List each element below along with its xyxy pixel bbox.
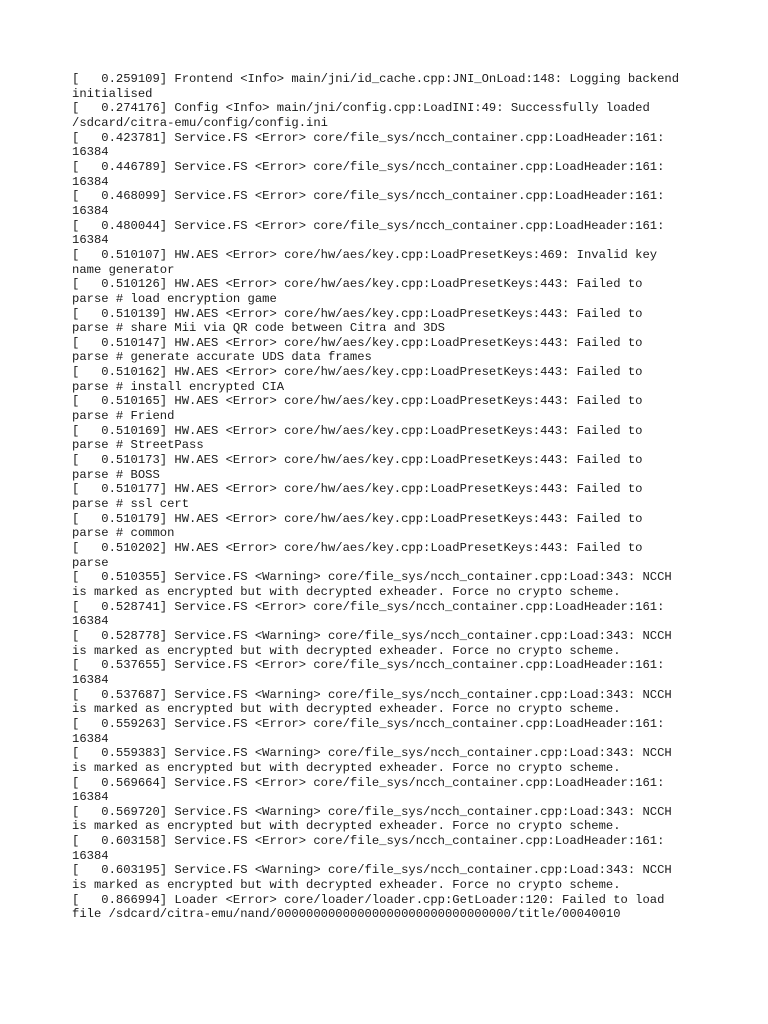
log-line: [ 0.866994] Loader <Error> core/loader/loader.cpp:GetLoader:120: Failed to load file /sdcard/citra-emu/nand/00000000000000000000000000000000/title/00040010 bbox=[72, 892, 665, 922]
log-line: [ 0.537687] Service.FS <Warning> core/file_sys/ncch_container.cpp:Load:343: NCCH is marked as encrypted but with decrypted exheader. Force no crypto scheme. bbox=[72, 687, 672, 717]
log-line: [ 0.537655] Service.FS <Error> core/file_sys/ncch_container.cpp:LoadHeader:161: 16384 bbox=[72, 658, 665, 687]
log-line: [ 0.423781] Service.FS <Error> core/file_sys/ncch_container.cpp:LoadHeader:161: 16384 bbox=[72, 130, 665, 160]
log-line: [ 0.528741] Service.FS <Error> core/file_sys/ncch_container.cpp:LoadHeader:161: 16384 bbox=[72, 599, 665, 629]
log-line: [ 0.510139] HW.AES <Error> core/hw/aes/key.cpp:LoadPresetKeys:443: Failed to parse # share Mii via QR code between Citra and 3DS bbox=[72, 306, 643, 336]
log-line: [ 0.274176] Config <Info> main/jni/config.cpp:LoadINI:49: Successfully loaded /sdcard/citra-emu/config/config.ini bbox=[72, 101, 650, 130]
log-line: [ 0.510173] HW.AES <Error> core/hw/aes/key.cpp:LoadPresetKeys:443: Failed to parse # BOSS bbox=[72, 453, 643, 482]
log-line: [ 0.510202] HW.AES <Error> core/hw/aes/key.cpp:LoadPresetKeys:443: Failed to parse bbox=[72, 541, 643, 570]
log-line: [ 0.446789] Service.FS <Error> core/file_sys/ncch_container.cpp:LoadHeader:161: 16384 bbox=[72, 159, 665, 189]
log-line: [ 0.603195] Service.FS <Warning> core/file_sys/ncch_container.cpp:Load:343: NCCH is marked as encrypted but with decrypted exheader. Force no crypto scheme. bbox=[72, 863, 672, 893]
log-line: [ 0.559263] Service.FS <Error> core/file_sys/ncch_container.cpp:LoadHeader:161: 16384 bbox=[72, 716, 665, 746]
log-line: [ 0.510162] HW.AES <Error> core/hw/aes/key.cpp:LoadPresetKeys:443: Failed to parse # install encrypted CIA bbox=[72, 365, 643, 394]
log-line: [ 0.603158] Service.FS <Error> core/file_sys/ncch_container.cpp:LoadHeader:161: 16384 bbox=[72, 834, 665, 863]
log-line: [ 0.510126] HW.AES <Error> core/hw/aes/key.cpp:LoadPresetKeys:443: Failed to parse # load encryption game bbox=[72, 277, 643, 306]
log-line: [ 0.510179] HW.AES <Error> core/hw/aes/key.cpp:LoadPresetKeys:443: Failed to parse # common bbox=[72, 511, 643, 541]
log-line: [ 0.480044] Service.FS <Error> core/file_sys/ncch_container.cpp:LoadHeader:161: 16384 bbox=[72, 218, 665, 248]
log-line: [ 0.559383] Service.FS <Warning> core/file_sys/ncch_container.cpp:Load:343: NCCH is marked as encrypted but with decrypted exheader. Force no crypto scheme. bbox=[72, 746, 672, 775]
log-line: [ 0.569664] Service.FS <Error> core/file_sys/ncch_container.cpp:LoadHeader:161: 16384 bbox=[72, 775, 665, 805]
log-line: [ 0.259109] Frontend <Info> main/jni/id_cache.cpp:JNI_OnLoad:148: Logging backend initialised bbox=[72, 72, 680, 101]
log-line: [ 0.510147] HW.AES <Error> core/hw/aes/key.cpp:LoadPresetKeys:443: Failed to parse # generate accurate UDS data frames bbox=[72, 335, 643, 365]
log-line: [ 0.510177] HW.AES <Error> core/hw/aes/key.cpp:LoadPresetKeys:443: Failed to parse # ssl cert bbox=[72, 482, 643, 512]
log-line: [ 0.528778] Service.FS <Warning> core/file_sys/ncch_container.cpp:Load:343: NCCH is marked as encrypted but with decrypted exheader. Force no crypto scheme. bbox=[72, 628, 672, 658]
log-view bbox=[72, 72, 712, 922]
log-line: [ 0.468099] Service.FS <Error> core/file_sys/ncch_container.cpp:LoadHeader:161: 16384 bbox=[72, 189, 665, 218]
log-line: [ 0.510355] Service.FS <Warning> core/file_sys/ncch_container.cpp:Load:343: NCCH is marked as encrypted but with decrypted exheader. Force no crypto scheme. bbox=[72, 570, 672, 599]
log-line: [ 0.510107] HW.AES <Error> core/hw/aes/key.cpp:LoadPresetKeys:469: Invalid key name generator bbox=[72, 247, 658, 277]
log-line: [ 0.510169] HW.AES <Error> core/hw/aes/key.cpp:LoadPresetKeys:443: Failed to parse # StreetPass bbox=[72, 423, 643, 453]
log-line: [ 0.510165] HW.AES <Error> core/hw/aes/key.cpp:LoadPresetKeys:443: Failed to parse # Friend bbox=[72, 394, 643, 424]
log-line: [ 0.569720] Service.FS <Warning> core/file_sys/ncch_container.cpp:Load:343: NCCH is marked as encrypted but with decrypted exheader. Force no crypto scheme. bbox=[72, 804, 672, 834]
